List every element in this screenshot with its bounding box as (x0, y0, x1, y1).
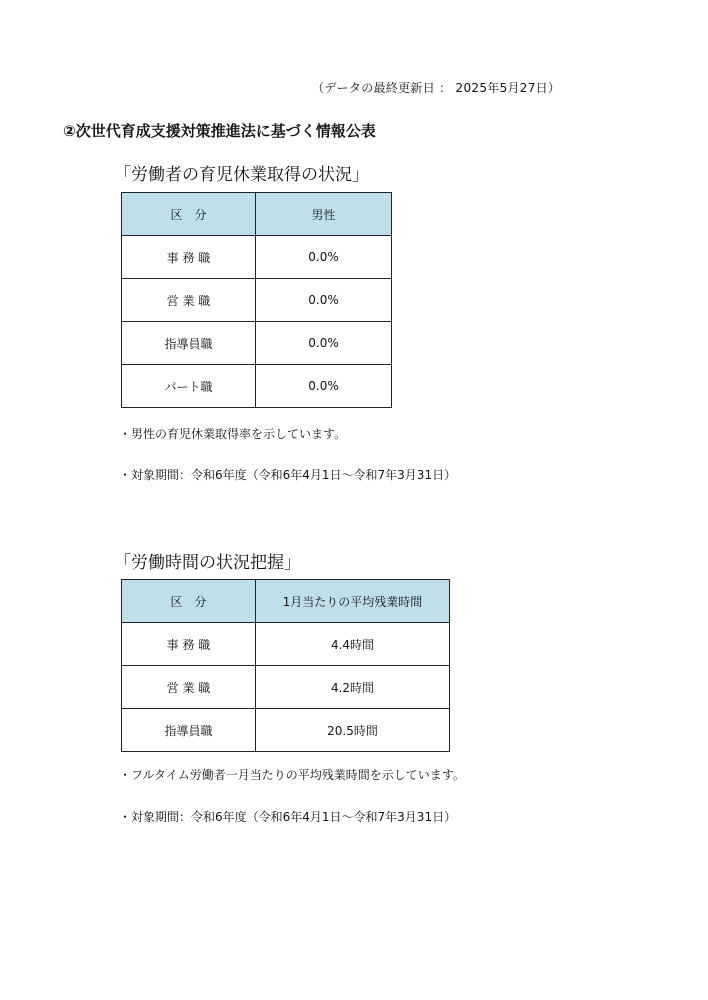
row-category: 事 務 職 (122, 623, 256, 666)
table-row (122, 365, 392, 408)
childcare-leave-table (121, 192, 392, 408)
row-category: 営 業 職 (122, 279, 256, 322)
row-category: 営 業 職 (122, 666, 256, 709)
row-category: 事 務 職 (122, 236, 256, 279)
table-row (122, 623, 450, 666)
last-updated-date: （データの最終更新日 ： 2025年5月27日） (312, 81, 561, 95)
column-header-overtime: 1月当たりの平均残業時間 (256, 580, 450, 623)
column-header-category: 区 分 (122, 580, 256, 623)
table-row (122, 666, 450, 709)
column-header-category: 区 分 (122, 193, 256, 236)
childcare-leave-note: ・男性の育児休業取得率を示しています。 (119, 427, 347, 441)
working-hours-period: ・対象期間：令和6年度（令和6年4月1日～令和7年3月31日） (119, 810, 457, 824)
table-header-row (122, 580, 450, 623)
row-category: 指導員職 (122, 322, 256, 365)
row-value: 4.2時間 (256, 666, 450, 709)
working-hours-title: 「労働時間の状況把握」 (114, 553, 301, 573)
table-header-row (122, 193, 392, 236)
working-hours-table (121, 579, 450, 752)
childcare-leave-title: 「労働者の育児休業取得の状況」 (114, 165, 369, 185)
working-hours-note: ・フルタイム労働者一月当たりの平均残業時間を示しています。 (119, 768, 465, 782)
table-row (122, 322, 392, 365)
table-row (122, 236, 392, 279)
row-value: 4.4時間 (256, 623, 450, 666)
table-row (122, 709, 450, 752)
row-value: 0.0% (256, 279, 392, 322)
row-category: パート職 (122, 365, 256, 408)
row-value: 0.0% (256, 236, 392, 279)
column-header-male: 男性 (256, 193, 392, 236)
row-value: 0.0% (256, 322, 392, 365)
row-value: 20.5時間 (256, 709, 450, 752)
row-value: 0.0% (256, 365, 392, 408)
table-row (122, 279, 392, 322)
row-category: 指導員職 (122, 709, 256, 752)
section-heading: ②次世代育成支援対策推進法に基づく情報公表 (63, 122, 376, 140)
childcare-leave-period: ・対象期間：令和6年度（令和6年4月1日～令和7年3月31日） (119, 468, 457, 482)
